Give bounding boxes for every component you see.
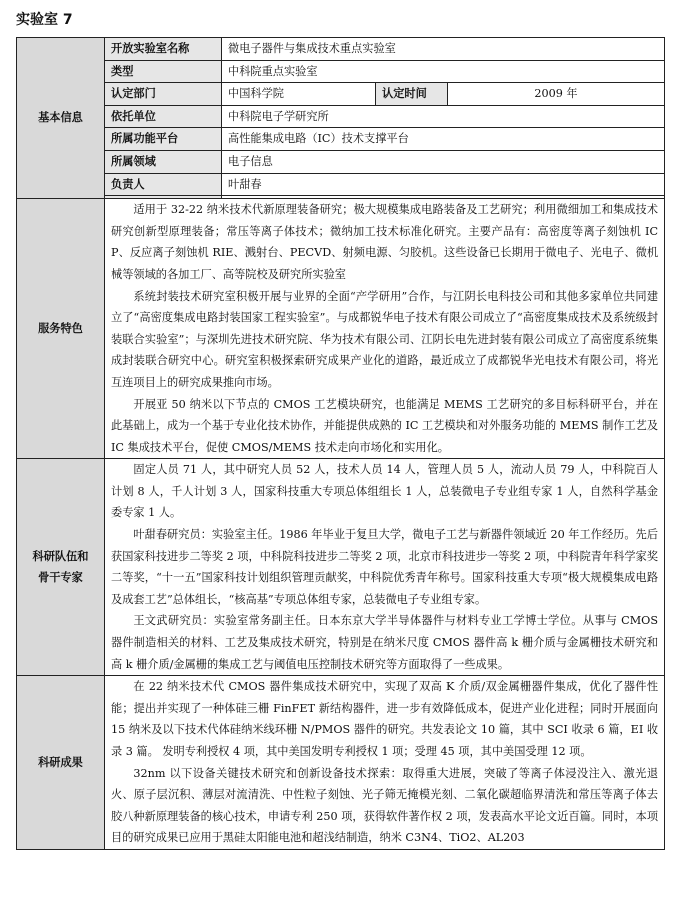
section-service: 服务特色 <box>17 199 105 459</box>
row-results <box>17 676 665 850</box>
label-dept: 认定部门 <box>105 83 222 106</box>
section-basic-info: 基本信息 <box>17 38 105 199</box>
service-content <box>105 199 665 459</box>
results-paragraph: 32nm 以下设备关键技术研究和创新设备技术探索：取得重大进展，突破了等离子体浸没注入、激光退火、原子层沉积、薄层对流清洗、中性粒子刻蚀、光子筛无掩模光刻、二氧化碳超临界清洗和常压等离子体去胶八种新原理装备的核心技术，申请专利 250 项，获得软件著作权 2 项，发表高水平论文近百篇。同时，本项目的研究成果已应用于黑硅太阳能电池和超浅结制造，纳米 C3N4、TiO2、AL203 <box>111 766 659 845</box>
section-team <box>17 459 105 676</box>
label-platform: 所属功能平台 <box>105 128 222 151</box>
row-type <box>17 60 665 83</box>
value-type: 中科院重点实验室 <box>222 60 665 83</box>
service-paragraph: 系统封装技术研究室积极开展与业界的全面“产学研用”合作，与江阴长电科技公司和其他多家单位共同建立了“高密度集成电路封装国家工程实验室”。与成都锐华电子技术有限公司成立了“高密度集成技术及系统级封装联合实验室”；与深圳先进技术研究院、华为技术有限公司、江阴长电先进封装有限公司成立了高密度系统集成封装联合研究中心。研究室积极探索研究成果产业化的道路，最近成立了成都锐华光电技术有限公司，将光互连项目上的研究成果推向市场。 <box>111 289 659 389</box>
row-field <box>17 150 665 173</box>
page-title: 实验室 7 <box>16 12 73 28</box>
label-leader: 负责人 <box>105 173 222 196</box>
value-leader: 叶甜春 <box>222 173 665 196</box>
team-content <box>105 459 665 676</box>
value-field: 电子信息 <box>222 150 665 173</box>
section-team-line1: 科研队伍和 <box>32 549 89 563</box>
results-paragraph: 在 22 纳米技术代 CMOS 器件集成技术研究中，实现了双高 K 介质/双金属栅器件集成，优化了器件性能；提出并实现了一种体硅三栅 FinFET 新结构器件，进一步有效降低成本，促进产业化进程；同时开展面向 15 纳米及以下技术代体硅纳米线环栅 N/PMOS 器件的研究。共发表论文 10 篇，其中 SCI 收录 6 篇，EI 收录 3 篇。 发明专利授权 4 项，其中美国发明专利授权 1 项；受理 45 项，其中美国受理 12 项。 <box>111 680 659 758</box>
label-time: 认定时间 <box>376 83 448 106</box>
results-content <box>105 676 665 850</box>
label-type: 类型 <box>105 60 222 83</box>
value-dept: 中国科学院 <box>222 83 376 106</box>
row-lab-name <box>17 38 665 61</box>
row-platform <box>17 128 665 151</box>
value-unit: 中科院电子学研究所 <box>222 105 665 128</box>
label-lab-name: 开放实验室名称 <box>105 38 222 61</box>
row-dept <box>17 83 665 106</box>
row-service <box>17 199 665 459</box>
section-results: 科研成果 <box>17 676 105 850</box>
team-paragraph: 叶甜春研究员：实验室主任。1986 年毕业于复旦大学，微电子工艺与新器件领域近 20 年工作经历。先后获国家科技进步二等奖 2 项，中科院科技进步二等奖 2 项，北京市科技进步一等奖 2 项，中科院青年科学家奖二等奖，“十一五”国家科技计划组织管理贡献奖，中科院优秀青年称号。国家科技重大专项“极大规模集成电路及成套工艺”总体组长，“核高基”专项总体组专家，总装微电子专业组专家。 <box>111 528 659 606</box>
team-paragraph: 固定人员 71 人，其中研究人员 52 人，技术人员 14 人，管理人员 5 人，流动人员 79 人，中科院百人计划 8 人，千人计划 3 人，国家科技重大专项总体组组长 1 人，总装微电子专业组专家 1 人，自然科学基金委专家 1 人。 <box>111 463 659 520</box>
value-platform: 高性能集成电路（IC）技术支撑平台 <box>222 128 665 151</box>
service-paragraph: 适用于 32-22 纳米技术代新原理装备研究；极大规模集成电路装备及工艺研究；利用微细加工和集成技术研究创新型原理装备；常压等离子体技术；微纳加工技术标准化研究。主要产品有：高密度等离子刻蚀机 ICP、反应离子刻蚀机 RIE、溅射台、PECVD、射频电源、匀胶机。这些设备已长期用于微电子、光电子、微机械等领域的各加工厂、高等院校及研究所实验室 <box>111 203 659 281</box>
value-time: 2009 年 <box>448 83 665 106</box>
lab-info-table <box>16 37 665 850</box>
section-team-line2: 骨干专家 <box>38 571 83 585</box>
label-field: 所属领域 <box>105 150 222 173</box>
label-unit: 依托单位 <box>105 105 222 128</box>
row-unit <box>17 105 665 128</box>
service-paragraph: 开展亚 50 纳米以下节点的 CMOS 工艺模块研究，也能满足 MEMS 工艺研究的多目标科研平台，并在此基础上，成为一个基于专业化技术协作，并能提供成熟的 IC 工艺模块和对外服务功能的 MEMS 制作工艺及 IC 集成技术平台，促使 CMOS/MEMS 技术走向市场化和实用化。 <box>111 397 659 454</box>
row-team <box>17 459 665 676</box>
team-paragraph: 王文武研究员：实验室常务副主任。日本东京大学半导体器件与材料专业工学博士学位。从事与 CMOS 器件制造相关的材料、工艺及集成技术研究，特别是在纳米尺度 CMOS 器件高 k 栅介质与金属栅技术研究和高 k 栅介质/金属栅的集成工艺与阈值电压控制技术研究等方面取得了一些成果。 <box>111 614 659 671</box>
row-leader <box>17 173 665 196</box>
value-lab-name: 微电子器件与集成技术重点实验室 <box>222 38 665 61</box>
